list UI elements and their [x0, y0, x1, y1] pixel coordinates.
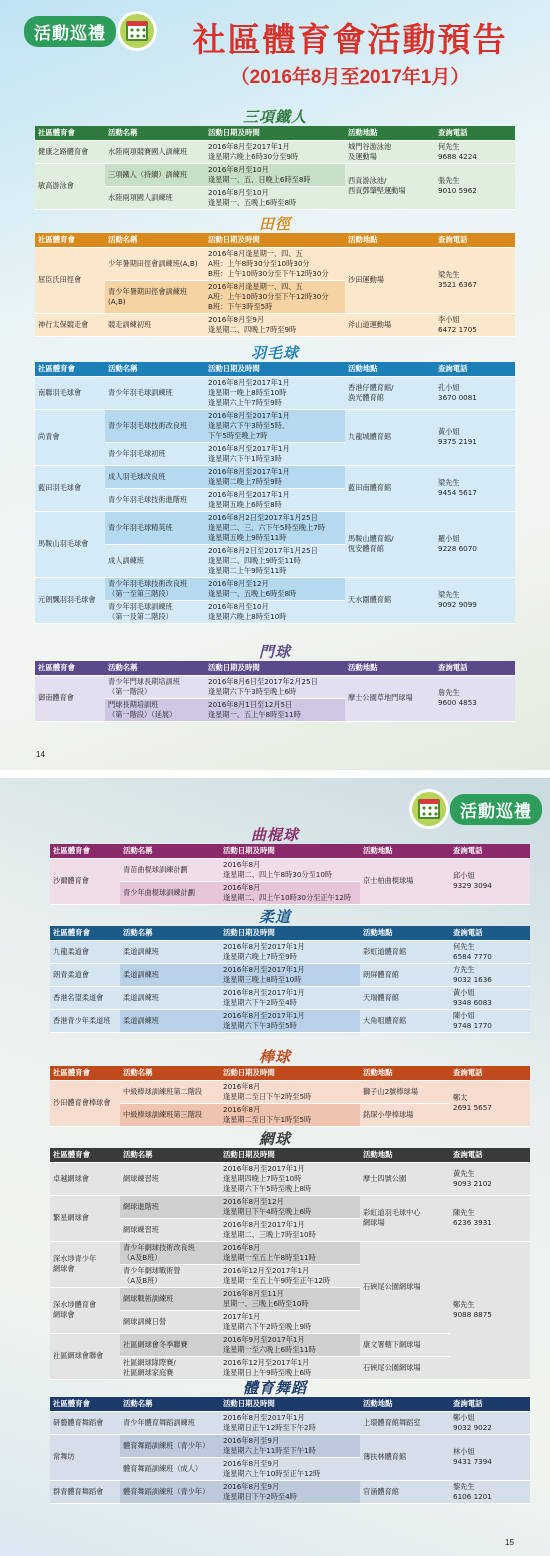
- cell-act: 競走訓練初班: [105, 313, 205, 336]
- cell-act: 成人羽毛球改良班: [105, 465, 205, 488]
- cell-tel: 陳小姐 9748 1770: [450, 1009, 530, 1032]
- cell-date: 2016年8月至9月 逢星期二、四晚上7時至9時: [205, 313, 345, 336]
- cell-date: 2016年8月2日至2017年1月25日 逢星期二、三、六下午5時至晚上7時 逢星期五晚上9時至11時: [205, 511, 345, 544]
- cell-club: 社區網球會聯會: [50, 1333, 120, 1379]
- column-header-tel: 查詢電話: [450, 1148, 530, 1162]
- cell-act: 網球進階班: [120, 1195, 220, 1218]
- column-header-venue: 活動地點: [345, 126, 435, 140]
- cell-date: 2016年8月至2017年1月 逢星期六下午3時至5時: [220, 1009, 360, 1032]
- cell-date: 2016年8月至10月 逢星期六晚上8時至10時: [205, 600, 345, 623]
- column-header-tel: 查詢電話: [435, 661, 515, 675]
- cell-club: 研藝體育舞蹈會: [50, 1411, 120, 1434]
- table-header-row: [35, 362, 515, 376]
- cell-club: 沙爾體育會: [50, 858, 120, 904]
- table-row: [50, 1434, 530, 1457]
- cell-club: 九龍柔道會: [50, 940, 120, 963]
- cell-tel: 黃小姐 9348 6083: [450, 986, 530, 1009]
- cell-club: 常舞坊: [50, 1434, 120, 1480]
- cell-date: 2016年8月至2017年1月 逢星期五晚上6時至8時: [205, 488, 345, 511]
- column-header-act: 活動名稱: [120, 1397, 220, 1411]
- cell-club: 卓越網球會: [50, 1162, 120, 1195]
- column-header-club: 社區體育會: [50, 1148, 120, 1162]
- table-row: [35, 163, 515, 186]
- cell-venue: 薄扶林體育館: [360, 1434, 450, 1480]
- cell-date: 2016年8月至2017年1月 逢星期六下午3時至5時、 下午5時至晚上7時: [205, 409, 345, 442]
- page-title: 社區體育會活動預告: [192, 21, 508, 58]
- table-row: [50, 963, 530, 986]
- calendar-icon: [412, 792, 446, 826]
- column-header-tel: 查詢電話: [435, 362, 515, 376]
- column-header-act: 活動名稱: [120, 926, 220, 940]
- table-header-row: [50, 1066, 530, 1080]
- cell-tel: 孔小姐 3670 0081: [435, 376, 515, 409]
- cell-date: 2016年8月 逢星期二、四上午10時30分至正午12時: [220, 881, 360, 904]
- cell-act: 柔道訓練班: [120, 940, 220, 963]
- table-row: [50, 1162, 530, 1195]
- cell-date: 2017年1月 逢星期六下午2時至晚上9時: [220, 1310, 360, 1333]
- cell-tel: 黎先生 6106 1201: [450, 1480, 530, 1503]
- table-dance: [50, 1397, 530, 1504]
- column-header-venue: 活動地點: [345, 362, 435, 376]
- table-badminton: [35, 362, 515, 624]
- column-header-club: 社區體育會: [35, 661, 105, 675]
- cell-date: 2016年8月至2017年1月 逢星期四晚上7時至10時 逢星期六下午5時至晚上8時: [220, 1162, 360, 1195]
- table-row: [35, 140, 515, 163]
- cell-date: 2016年8月至2017年1月 逢星期二晚上7時至9時: [205, 465, 345, 488]
- column-header-tel: 查詢電話: [450, 1397, 530, 1411]
- cell-date: 2016年8月 逢星期二、四上午8時30分至10時: [220, 858, 360, 881]
- section-title-dance: 體育舞蹈: [0, 1381, 550, 1397]
- column-header-act: 活動名稱: [105, 233, 205, 247]
- cell-venue: 香港仔體育館/ 漁光體育館: [345, 376, 435, 409]
- table-row: [50, 986, 530, 1009]
- table-triathlon: [35, 126, 515, 210]
- column-header-club: 社區體育會: [35, 233, 105, 247]
- cell-tel: 陳先生 6236 3931: [450, 1195, 530, 1241]
- column-header-club: 社區體育會: [50, 1397, 120, 1411]
- cell-tel: 張先生 9010 5962: [435, 163, 515, 209]
- cell-club: 健康之路體育會: [35, 140, 105, 163]
- cell-venue: 京士柏曲棍球場: [360, 858, 450, 904]
- cell-club: 繁星網球會: [50, 1195, 120, 1241]
- cell-date: 2016年8月至2017年1月 逢星期六晚上6時30分至9時: [205, 140, 345, 163]
- cell-act: 青少年羽毛球技術改良班 （第一至第三階段）: [105, 577, 205, 600]
- cell-club: 香港青少年柔道班: [50, 1009, 120, 1032]
- column-header-act: 活動名稱: [120, 1148, 220, 1162]
- column-header-club: 社區體育會: [50, 926, 120, 940]
- table-row: [35, 465, 515, 488]
- cell-venue: 摩士公園草地門球場: [345, 675, 435, 721]
- table-header-row: [35, 233, 515, 247]
- column-header-club: 社區體育會: [50, 1066, 120, 1080]
- cell-venue: 官涌體育館: [360, 1480, 450, 1503]
- cell-venue: 城門谷游泳池 及運動場: [345, 140, 435, 163]
- cell-venue: 斧山道運動場: [345, 313, 435, 336]
- table-header-row: [50, 1148, 530, 1162]
- table-header-row: [50, 844, 530, 858]
- table-athletics: [35, 233, 515, 337]
- cell-date: 2016年8月至9月 逢星期六上午10時至正午12時: [220, 1457, 360, 1480]
- column-header-date: 活動日期及時間: [220, 1397, 360, 1411]
- cell-venue: 彩虹道體育館: [360, 940, 450, 963]
- column-header-venue: 活動地點: [360, 1066, 450, 1080]
- table-row: [50, 858, 530, 881]
- table-tennis: [50, 1148, 530, 1380]
- cell-tel: 梁先生 9092 9099: [435, 577, 515, 623]
- cell-tel: 黃小姐 9375 2191: [435, 409, 515, 465]
- cell-date: 2016年8月至12月 逢星期一、五晚上6時至8時: [205, 577, 345, 600]
- cell-date: 2016年8月至10月 逢星期一、五、日晚上6時至8時: [205, 163, 345, 186]
- table-row: [50, 1195, 530, 1218]
- cell-tel: 鄭先生 9088 8875: [450, 1241, 530, 1379]
- cell-act: 青少年羽毛球訓練班: [105, 376, 205, 409]
- column-header-act: 活動名稱: [120, 844, 220, 858]
- table-row: [50, 1411, 530, 1434]
- cell-date: 2016年8月 逢星期二至日下午1時至5時: [220, 1103, 360, 1126]
- cell-venue: 康文署轄下網球場: [360, 1333, 450, 1356]
- cell-date: 2016年8月至2017年1月 逢星期三晚上8時至10時: [220, 963, 360, 986]
- column-header-date: 活動日期及時間: [205, 233, 345, 247]
- cell-date: 2016年12月至2017年1月 逢星期日上午9時至晚上6時: [220, 1356, 360, 1379]
- cell-tel: 何先生 6584 7770: [450, 940, 530, 963]
- cell-date: 2016年8月至12月 逢星期日下午4時至晚上6時: [220, 1195, 360, 1218]
- cell-act: 體育舞蹈訓練班（青少年）: [120, 1434, 220, 1457]
- cell-tel: 何先生 9688 4224: [435, 140, 515, 163]
- cell-venue: 天瑞體育館: [360, 986, 450, 1009]
- cell-venue: 彩虹道羽毛球中心 網球場: [360, 1195, 450, 1241]
- table-row: [50, 1080, 530, 1103]
- cell-date: 2016年8月6日至2017年2月25日 逢星期六下午3時至晚上6時: [205, 675, 345, 698]
- column-header-date: 活動日期及時間: [220, 1148, 360, 1162]
- column-header-date: 活動日期及時間: [220, 1066, 360, 1080]
- badge-label: 活動巡禮: [24, 16, 116, 47]
- cell-club: 南聯羽毛球會: [35, 376, 105, 409]
- table-judo: [50, 926, 530, 1033]
- cell-act: 成人訓練班: [105, 544, 205, 577]
- cell-act: 柔道訓練班: [120, 986, 220, 1009]
- badge-label: 活動巡禮: [450, 794, 542, 825]
- table-row: [50, 940, 530, 963]
- cell-act: 體育舞蹈訓練班（成人）: [120, 1457, 220, 1480]
- cell-venue: 大角咀體育館: [360, 1009, 450, 1032]
- cell-act: 柔道訓練班: [120, 963, 220, 986]
- cell-venue: 石硤尾公園網球場: [360, 1241, 450, 1333]
- column-header-venue: 活動地點: [360, 1148, 450, 1162]
- cell-act: 社區網球隊際賽/ 社區網球家庭賽: [120, 1356, 220, 1379]
- cell-date: 2016年8月至11月 星期一、三晚上6時至10時: [220, 1287, 360, 1310]
- cell-club: 朗青柔道會: [50, 963, 120, 986]
- table-row: [50, 1480, 530, 1503]
- cell-act: 三項鐵人（持續）訓練班: [105, 163, 205, 186]
- cell-act: 社區網球會冬季聯賽: [120, 1333, 220, 1356]
- section-title-judo: 柔道: [0, 910, 550, 926]
- cell-act: 青少年暑期田徑會訓練班(A,B): [105, 280, 205, 313]
- cell-tel: 方先生 9032 1636: [450, 963, 530, 986]
- cell-act: 體育舞蹈訓練班（青少年）: [120, 1480, 220, 1503]
- column-header-club: 社區體育會: [35, 362, 105, 376]
- cell-date: 2016年8月至10月 逢星期一、五晚上6時至8時: [205, 186, 345, 209]
- cell-act: 門球長期培訓班 （第一階段）（延展）: [105, 698, 205, 721]
- cell-act: 青少年羽毛球技術改良班: [105, 409, 205, 442]
- column-header-tel: 查詢電話: [450, 926, 530, 940]
- cell-date: 2016年8月至2017年1月 逢星期六晚上7時至9時: [220, 940, 360, 963]
- cell-club: 元朗飄羽羽毛球會: [35, 577, 105, 623]
- cell-act: 青苗曲棍球訓練計劃: [120, 858, 220, 881]
- cell-date: 2016年8月至2017年1月 逢星期六下午2時至4時: [220, 986, 360, 1009]
- column-header-venue: 活動地點: [360, 1397, 450, 1411]
- cell-act: 青少年曲棍球訓練計劃: [120, 881, 220, 904]
- cell-date: 2016年8月 逢星期二至日下午2時至5時: [220, 1080, 360, 1103]
- column-header-date: 活動日期及時間: [205, 126, 345, 140]
- cell-club: 屈臣氏田徑會: [35, 247, 105, 313]
- cell-date: 2016年8月 逢星期一至五上午8時至11時: [220, 1241, 360, 1264]
- cell-club: 沙田體育會棒球會: [50, 1080, 120, 1126]
- table-baseball: [50, 1066, 530, 1127]
- header-badge-2: [412, 792, 542, 826]
- column-header-act: 活動名稱: [105, 126, 205, 140]
- table-header-row: [50, 926, 530, 940]
- cell-venue: 藍田南體育館: [345, 465, 435, 511]
- cell-club: 敏高游泳會: [35, 163, 105, 209]
- cell-club: 馬鞍山羽毛球會: [35, 511, 105, 577]
- column-header-tel: 查詢電話: [450, 844, 530, 858]
- cell-venue: 摩士四號公園: [360, 1162, 450, 1195]
- cell-venue: 沙田運動場: [345, 247, 435, 313]
- cell-act: 水陸兩項競賽國人訓練班: [105, 140, 205, 163]
- table-header-row: [35, 661, 515, 675]
- page-number: 15: [505, 1538, 514, 1547]
- cell-tel: 李小姐 6472 1705: [435, 313, 515, 336]
- section-title-baseball: 棒球: [0, 1050, 550, 1066]
- cell-act: 網球練習班: [120, 1218, 220, 1241]
- cell-act: 中級棒球訓練班第三階段: [120, 1103, 220, 1126]
- section-title-gateball: 門球: [0, 645, 550, 661]
- cell-club: 御南體育會: [35, 675, 105, 721]
- cell-date: 2016年8月至2017年1月 逢星期二、三晚上7時至10時: [220, 1218, 360, 1241]
- cell-club: 群青體育舞蹈會: [50, 1480, 120, 1503]
- cell-venue: 朗屏體育館: [360, 963, 450, 986]
- cell-tel: 黃先生 9093 2102: [450, 1162, 530, 1195]
- cell-act: 水陸兩項國人訓練班: [105, 186, 205, 209]
- cell-club: 尚青會: [35, 409, 105, 465]
- cell-act: 青少年網球技術改良班 （A及B班）: [120, 1241, 220, 1264]
- cell-act: 網球戰術訓練班: [120, 1287, 220, 1310]
- cell-act: 網球訓練日營: [120, 1310, 220, 1333]
- cell-tel: 詹先生 9600 4853: [435, 675, 515, 721]
- section-title-badminton: 羽毛球: [0, 346, 550, 362]
- cell-date: 2016年9月至2017年1月 逢星期一至六晚上6時至11時: [220, 1333, 360, 1356]
- cell-venue: 銘琛小學棒球場: [360, 1103, 450, 1126]
- column-header-club: 社區體育會: [35, 126, 105, 140]
- page-subtitle: （2016年8月至2017年1月）: [230, 67, 470, 88]
- cell-tel: 邱小姐 9329 3094: [450, 858, 530, 904]
- column-header-tel: 查詢電話: [435, 126, 515, 140]
- cell-tel: 梁先生 9454 5617: [435, 465, 515, 511]
- cell-act: 青少年羽毛球訓練班 （第一及第二階段）: [105, 600, 205, 623]
- table-row: [35, 511, 515, 544]
- column-header-act: 活動名稱: [120, 1066, 220, 1080]
- cell-act: 青少年羽毛球技術進階班: [105, 488, 205, 511]
- cell-venue: 上環體育館舞蹈室: [360, 1411, 450, 1434]
- table-gateball: [35, 661, 515, 722]
- cell-tel: 林小姐 9431 7394: [450, 1434, 530, 1480]
- cell-club: 深水埗體育會 網球會: [50, 1287, 120, 1333]
- cell-date: 2016年8月1日至12月5日 逢星期一、五上午8時至11時: [205, 698, 345, 721]
- cell-club: 神行太保競走會: [35, 313, 105, 336]
- column-header-venue: 活動地點: [345, 233, 435, 247]
- table-row: [50, 1009, 530, 1032]
- cell-act: 中級棒球訓練班第二階段: [120, 1080, 220, 1103]
- cell-venue: 九龍城體育館: [345, 409, 435, 465]
- cell-club: 香港名望柔道會: [50, 986, 120, 1009]
- cell-date: 2016年8月至9月 逢星期日下午2時至4時: [220, 1480, 360, 1503]
- column-header-venue: 活動地點: [360, 844, 450, 858]
- cell-tel: 鄭太 2691 5657: [450, 1080, 530, 1126]
- cell-venue: 獅子山2號棒球場: [360, 1080, 450, 1103]
- cell-venue: 馬鞍山體育館/ 恆安體育館: [345, 511, 435, 577]
- table-row: [35, 313, 515, 336]
- column-header-act: 活動名稱: [105, 661, 205, 675]
- cell-date: 2016年8月至2017年1月 逢星期日正午12時至下午2時: [220, 1411, 360, 1434]
- cell-act: 青少年體育舞蹈訓練班: [120, 1411, 220, 1434]
- page-14: [0, 0, 550, 770]
- cell-venue: 西貢游泳池/ 西貢鄧肇堅運動場: [345, 163, 435, 209]
- page-15: [0, 778, 550, 1556]
- cell-date: 2016年8月逢星期一、四、五 A班：上午10時30分至下午12時30分 B班：下午3時至5時: [205, 280, 345, 313]
- cell-venue: 天水圍體育館: [345, 577, 435, 623]
- table-row: [35, 675, 515, 698]
- cell-venue: 石硤尾公園網球場: [360, 1356, 450, 1379]
- column-header-club: 社區體育會: [50, 844, 120, 858]
- section-title-triathlon: 三項鐵人: [0, 110, 550, 126]
- column-header-tel: 查詢電話: [435, 233, 515, 247]
- table-row: [35, 409, 515, 442]
- cell-date: 2016年8月至2017年1月 逢星期六下午1時至3時: [205, 442, 345, 465]
- table-header-row: [35, 126, 515, 140]
- header-badge: [24, 14, 154, 48]
- column-header-date: 活動日期及時間: [205, 661, 345, 675]
- cell-act: 少年暑期田徑會訓練班(A,B): [105, 247, 205, 280]
- cell-club: 藍田羽毛球會: [35, 465, 105, 511]
- cell-act: 青少年門球長期培訓班 （第一階段）: [105, 675, 205, 698]
- cell-act: 青少年羽毛球精英班: [105, 511, 205, 544]
- calendar-icon: [120, 14, 154, 48]
- column-header-date: 活動日期及時間: [220, 926, 360, 940]
- table-row: [50, 1241, 530, 1264]
- column-header-date: 活動日期及時間: [220, 844, 360, 858]
- column-header-date: 活動日期及時間: [205, 362, 345, 376]
- cell-tel: 羅小姐 9228 6070: [435, 511, 515, 577]
- column-header-act: 活動名稱: [105, 362, 205, 376]
- cell-act: 柔道訓練班: [120, 1009, 220, 1032]
- table-row: [35, 376, 515, 409]
- table-header-row: [50, 1397, 530, 1411]
- section-title-hockey: 曲棍球: [0, 828, 550, 844]
- cell-date: 2016年12月至2017年1月 逢星期一至五上午9時至正午12時: [220, 1264, 360, 1287]
- cell-tel: 鄭小姐 9032 9022: [450, 1411, 530, 1434]
- table-row: [35, 577, 515, 600]
- cell-act: 青少年網球戰術營 （A及B班）: [120, 1264, 220, 1287]
- cell-tel: 梁先生 3521 6367: [435, 247, 515, 313]
- section-title-tennis: 網球: [0, 1132, 550, 1148]
- cell-date: 2016年8月至2017年1月 逢星期一晚上8時至10時 逢星期六上午7時至9時: [205, 376, 345, 409]
- cell-date: 2016年8月至9月 逢星期六上午11時至下午1時: [220, 1434, 360, 1457]
- column-header-venue: 活動地點: [345, 661, 435, 675]
- cell-act: 青少年羽毛球初班: [105, 442, 205, 465]
- column-header-tel: 查詢電話: [450, 1066, 530, 1080]
- section-title-athletics: 田徑: [0, 217, 550, 233]
- cell-act: 網球練習班: [120, 1162, 220, 1195]
- cell-date: 2016年8月2日至2017年1月25日 逢星期二、四晚上9時至11時 逢星期二上午9時至11時: [205, 544, 345, 577]
- table-hockey: [50, 844, 530, 905]
- page-number: 14: [36, 750, 45, 759]
- cell-club: 深水埗青少年 網球會: [50, 1241, 120, 1287]
- table-row: [35, 247, 515, 280]
- column-header-venue: 活動地點: [360, 926, 450, 940]
- cell-date: 2016年8月逢星期一、四、五 A班：上午8時30分至10時30分 B班：上午10時30分至下午12時30分: [205, 247, 345, 280]
